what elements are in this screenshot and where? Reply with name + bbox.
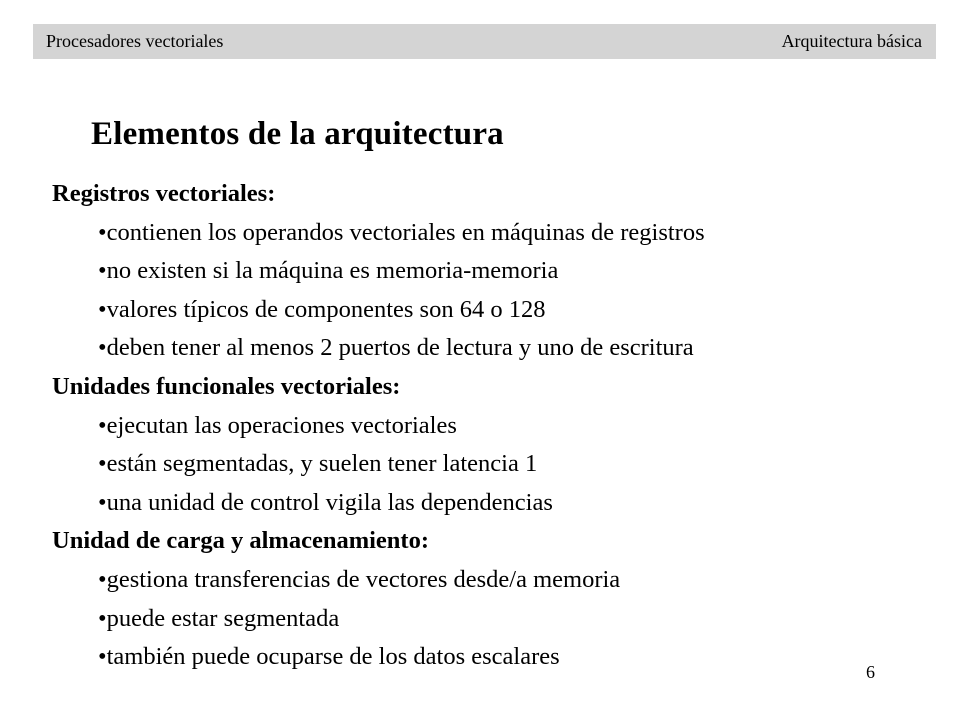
- header-section-label: Procesadores vectoriales: [46, 31, 224, 51]
- bullet-item: • gestiona transferencias de vectores desde/a memoria: [98, 561, 912, 600]
- section-heading: Unidades funcionales vectoriales:: [52, 372, 401, 400]
- section-unidades-funcionales: [52, 368, 912, 522]
- header-topic-label: Arquitectura básica: [781, 31, 922, 51]
- slide-title: Elementos de la arquitectura: [91, 116, 504, 152]
- bullet-item: • contienen los operandos vectoriales en máquinas de registros: [98, 214, 912, 253]
- bullet-item: • también puede ocuparse de los datos escalares: [98, 638, 912, 677]
- bullet-list: [52, 561, 912, 677]
- bullet-item: • una unidad de control vigila las dependencias: [98, 484, 912, 523]
- bullet-item: • no existen si la máquina es memoria-memoria: [98, 252, 912, 291]
- bullet-item: • están segmentadas, y suelen tener latencia 1: [98, 445, 912, 484]
- section-heading: Registros vectoriales:: [52, 180, 276, 207]
- page-number: 6: [866, 662, 875, 682]
- section-registros-vectoriales: [52, 175, 912, 368]
- slide-content: [52, 175, 912, 677]
- bullet-item: • valores típicos de componentes son 64 o 128: [98, 291, 912, 330]
- bullet-item: • ejecutan las operaciones vectoriales: [98, 407, 912, 446]
- header-bar: [33, 24, 936, 59]
- section-heading: Unidad de carga y almacenamiento:: [52, 527, 429, 555]
- bullet-item: • puede estar segmentada: [98, 600, 912, 639]
- bullet-list: [52, 214, 912, 368]
- section-unidad-carga: [52, 522, 912, 676]
- bullet-list: [52, 407, 912, 523]
- bullet-item: • deben tener al menos 2 puertos de lectura y uno de escritura: [98, 329, 912, 368]
